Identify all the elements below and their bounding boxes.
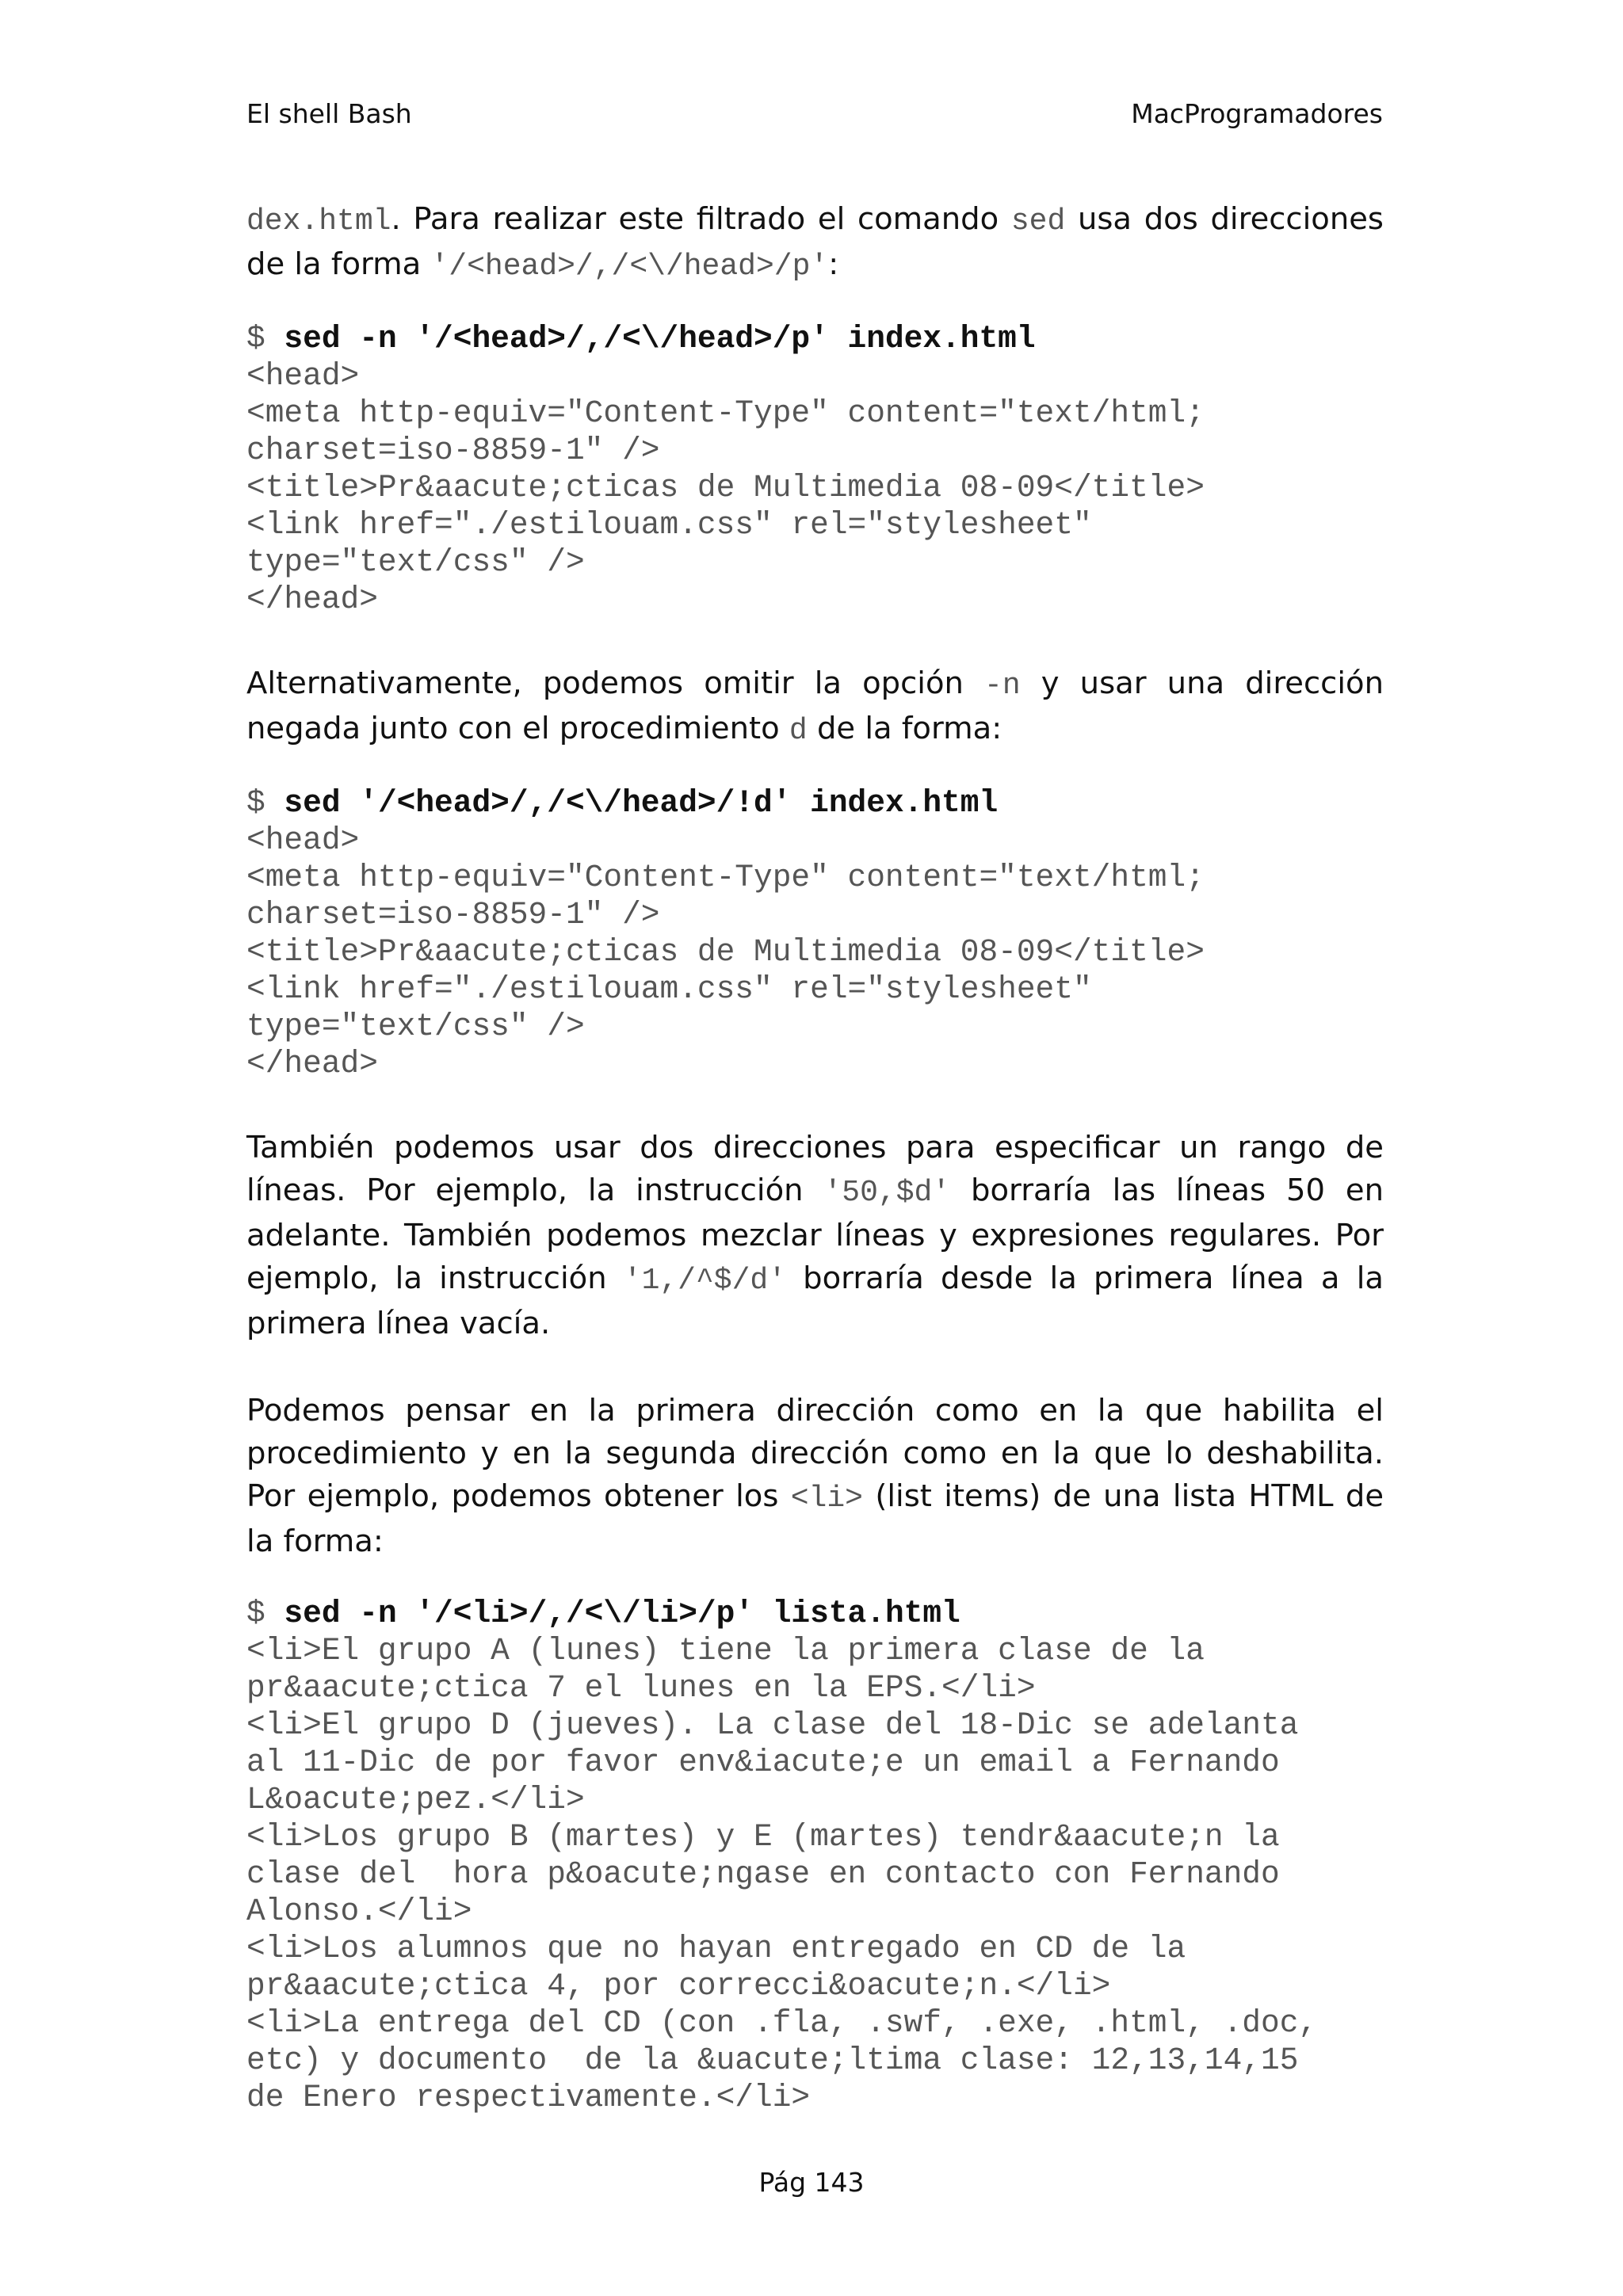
- command-output: <head> <meta http-equiv="Content-Type" content="text/html; charset=iso-8859-1" /> <title>Pr&aacute;cticas de Multimedia 08-09</title> <link href="./estilouam.css" rel="stylesheet" type="text/css" /> </head>: [246, 822, 1205, 1081]
- shell-command: sed '/<head>/,/<\/head>/!d' index.html: [284, 785, 999, 821]
- paragraph-sed-addresses: dex.html. Para realizar este filtrado el comando sed usa dos direcciones de la forma '/<head>/,/<\/head>/p':: [246, 201, 1384, 284]
- shell-command: sed -n '/<li>/,/<\/li>/p' lista.html: [284, 1596, 960, 1631]
- inline-code: dex.html: [246, 204, 391, 238]
- command-output: <head> <meta http-equiv="Content-Type" content="text/html; charset=iso-8859-1" /> <title>Pr&aacute;cticas de Multimedia 08-09</title> <link href="./estilouam.css" rel="stylesheet" type="text/css" /> </head>: [246, 358, 1205, 617]
- inline-code: '/<head>/,/<\/head>/p': [430, 250, 829, 284]
- inline-code: '50,$d': [823, 1176, 951, 1210]
- code-block-list-items: [246, 1595, 1384, 2116]
- shell-prompt: $: [246, 785, 285, 821]
- page-body: [246, 198, 1384, 2116]
- page-number: Pág 143: [758, 2167, 865, 2198]
- inline-code: sed: [1010, 204, 1066, 238]
- code-block-head-delete: [246, 784, 1384, 1082]
- inline-code: -n: [984, 669, 1021, 703]
- paragraph-line-ranges: También podemos usar dos direcciones para especificar un rango de líneas. Por ejemplo, la instrucción '50,$d' borraría las líneas 50 en adelante. También podemos mezclar líneas y expresiones regulares. Por ejemplo, la instrucción '1,/^$/d' borraría desde la primera línea a la primera línea vacía.: [246, 1130, 1384, 1341]
- running-header-title: El shell Bash: [246, 98, 412, 129]
- shell-command: sed -n '/<head>/,/<\/head>/p' index.html: [284, 321, 1036, 357]
- command-output: <li>El grupo A (lunes) tiene la primera clase de la pr&aacute;ctica 7 el lunes en la EPS.</li> <li>El grupo D (jueves). La clase del 18-Dic se adelanta al 11-Dic de por favor env&iacute;e un email a Fernando L&oacute;pez.</li> <li>Los grupo B (martes) y E (martes) tendr&aacute;n la clase del hora p&oacute;ngase en contacto con Fernando Alonso.</li> <li>Los alumnos que no hayan entregado en CD de la pr&aacute;ctica 4, por correcci&oacute;n.</li> <li>La entrega del CD (con .fla, .swf, .exe, .html, .doc, etc) y documento de la &uacute;ltima clase: 12,13,14,15 de Enero respectivamente.</li>: [246, 1633, 1318, 2115]
- shell-prompt: $: [246, 1596, 285, 1631]
- running-header-site: MacProgramadores: [1131, 98, 1383, 129]
- code-block-head-print: [246, 320, 1384, 618]
- paragraph-negated-address: Alternativamente, podemos omitir la opción -n y usar una dirección negada junto con el procedimiento d de la forma:: [246, 666, 1384, 748]
- inline-code: <li>: [790, 1482, 863, 1516]
- shell-prompt: $: [246, 321, 285, 357]
- paragraph-list-items: Podemos pensar en la primera dirección como en la que habilita el procedimiento y en la segunda dirección como en la que lo deshabilita. Por ejemplo, podemos obtener los <li> (list items) de una lista HTML de la forma:: [246, 1393, 1384, 1559]
- inline-code: '1,/^$/d': [623, 1264, 786, 1298]
- inline-code: d: [789, 714, 808, 748]
